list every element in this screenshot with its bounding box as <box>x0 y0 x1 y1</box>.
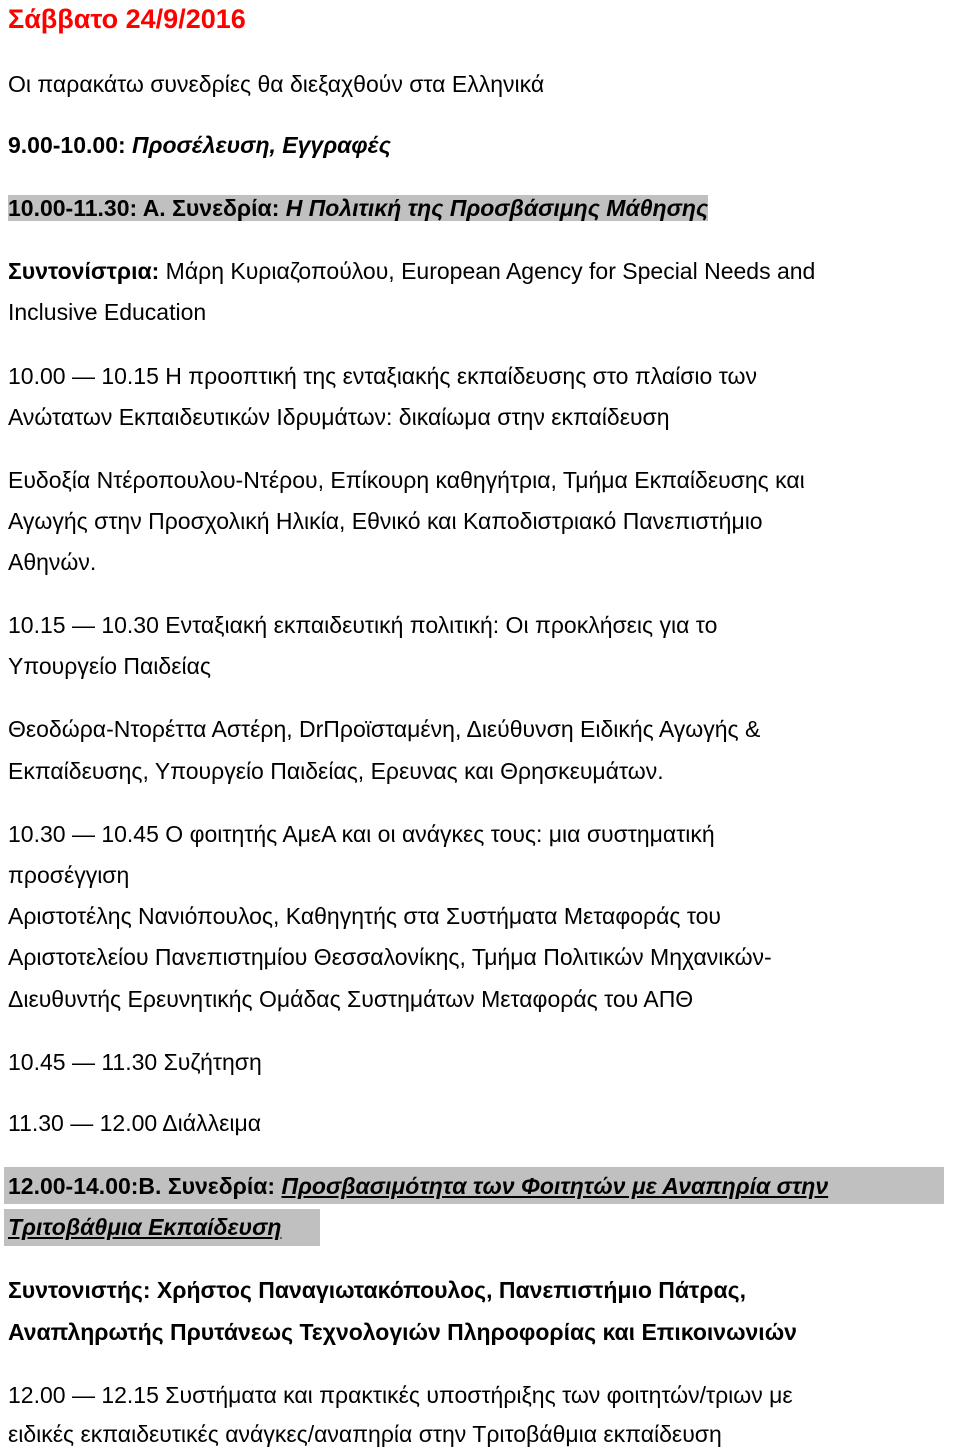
talk-1-title-line-2: Ανώτατων Εκπαιδευτικών Ιδρυμάτων: δικαίωμα στην εκπαίδευση <box>8 404 670 430</box>
session-a-time: 10.00-11.30: Α. Συνεδρία: <box>8 195 286 221</box>
session-b-title-part-1: Προσβασιμότητα των Φοιτητών με Αναπηρία στην <box>281 1173 829 1199</box>
session-b-heading-line-1 <box>8 1171 828 1201</box>
session-b-chair-line-1: Συντονιστής: Χρήστος Παναγιωτακόπουλος, Πανεπιστήμιο Πάτρας, <box>8 1277 746 1303</box>
talk-2-speaker-line-1: Θεοδώρα-Ντορέττα Αστέρη, DrΠροϊσταμένη, Διεύθυνση Ειδικής Αγωγής & <box>8 716 761 742</box>
session-b-talk-line-1: 12.00 — 12.15 Συστήματα και πρακτικές υποστήριξης των φοιτητών/τριων με <box>8 1382 793 1408</box>
session-b-talk-line-2: ειδικές εκπαιδευτικές ανάγκες/αναπηρία στην Τριτοβάθμια εκπαίδευση <box>8 1421 722 1447</box>
talk-2-speaker-line-2: Εκπαίδευσης, Υπουργείο Παιδείας, Ερευνας και Θρησκευμάτων. <box>8 758 664 784</box>
talk-1-speaker-line-3: Αθηνών. <box>8 549 97 575</box>
session-a-chair-line-1 <box>8 256 815 286</box>
session-a-title: Η Πολιτική της Προσβάσιμης Μάθησης <box>285 195 709 221</box>
arrival-time: 9.00-10.00: <box>8 132 133 158</box>
session-a-chair-line-2: Inclusive Education <box>8 299 207 325</box>
session-a-chair-label: Συντονίστρια: <box>8 258 166 284</box>
session-b-time: 12.00-14.00:Β. Συνεδρία: <box>8 1173 282 1199</box>
talk-2-title-line-2: Υπουργείο Παιδείας <box>8 653 211 679</box>
session-a-chair-name: Μάρη Κυριαζοπούλου, European Agency for Special Needs and <box>165 258 816 284</box>
talk-2-title-line-1: 10.15 — 10.30 Ενταξιακή εκπαιδευτική πολιτική: Οι προκλήσεις για το <box>8 612 718 638</box>
session-b-title-part-2: Τριτοβάθμια Εκπαίδευση <box>8 1214 282 1240</box>
session-a-heading <box>8 193 708 223</box>
talk-3-speaker-line-1: Αριστοτέλης Νανιόπουλος, Καθηγητής στα Συστήματα Μεταφοράς του <box>8 903 722 929</box>
talk-1-speaker-line-2: Αγωγής στην Προσχολική Ηλικία, Εθνικό και Καποδιστριακό Πανεπιστήμιο <box>8 508 763 534</box>
arrival-text: Προσέλευση, Εγγραφές <box>132 132 391 158</box>
break-line: 11.30 — 12.00 Διάλλειμα <box>8 1110 261 1136</box>
talk-3-speaker-line-3: Διευθυντής Ερευνητικής Ομάδας Συστημάτων Μεταφοράς του ΑΠΘ <box>8 986 694 1012</box>
talk-3-speaker-line-2: Αριστοτελείου Πανεπιστημίου Θεσσαλονίκης, Τμήμα Πολιτικών Μηχανικών- <box>8 944 772 970</box>
session-b-chair-line-2: Αναπληρωτής Πρυτάνεως Τεχνολογιών Πληροφορίας και Επικοινωνιών <box>8 1319 797 1345</box>
arrival-line <box>8 130 391 160</box>
talk-1-title-line-1: 10.00 — 10.15 Η προοπτική της ενταξιακής εκπαίδευσης στο πλαίσιο των <box>8 363 757 389</box>
talk-3-title-line-2: προσέγγιση <box>8 862 130 888</box>
discussion-line: 10.45 — 11.30 Συζήτηση <box>8 1049 262 1075</box>
talk-3-title-line-1: 10.30 — 10.45 Ο φοιτητής ΑμεΑ και οι ανάγκες τους: μια συστηματική <box>8 821 715 847</box>
date-title: Σάββατο 24/9/2016 <box>8 4 246 34</box>
talk-1-speaker-line-1: Ευδοξία Ντέροπουλου-Ντέρου, Επίκουρη καθηγήτρια, Τμήμα Εκπαίδευσης και <box>8 467 805 493</box>
language-note: Οι παρακάτω συνεδρίες θα διεξαχθούν στα Ελληνικά <box>8 71 545 97</box>
